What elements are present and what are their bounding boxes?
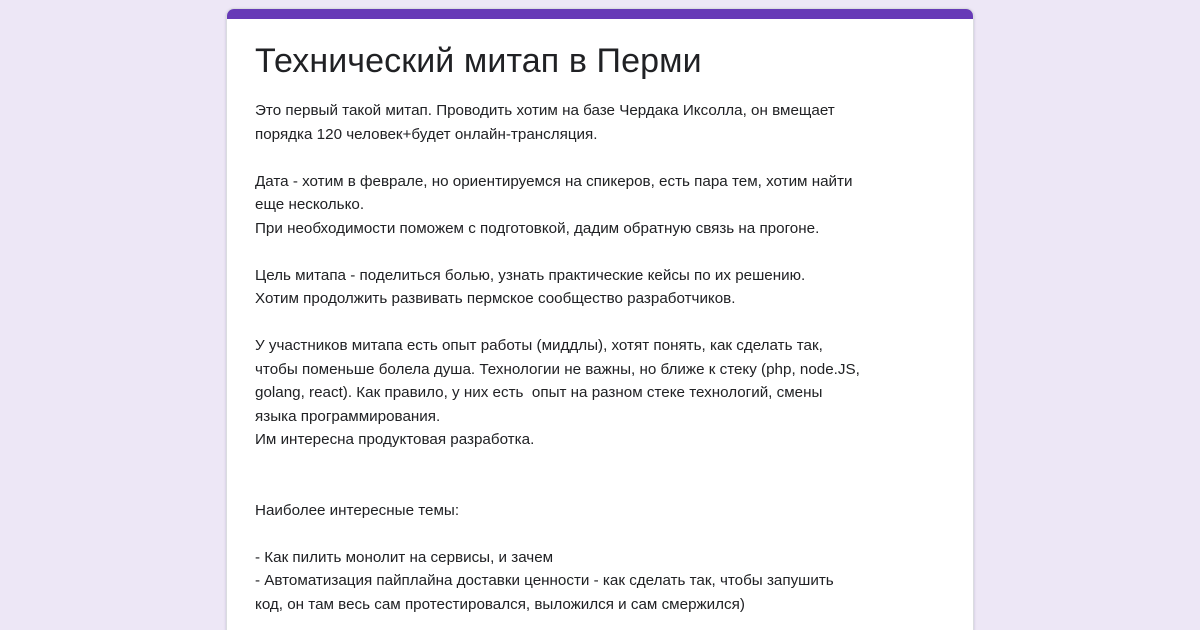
description-blank-line xyxy=(255,522,947,546)
description-line: Наиболее интересные темы: xyxy=(255,501,460,519)
description-line: Хотим продолжить развивать пермское сообщество разработчиков. xyxy=(255,290,736,307)
description-line: Цель митапа - поделиться болью, узнать практические кейсы по их решению. xyxy=(255,266,806,284)
form-description xyxy=(255,99,947,616)
description-line: чтобы поменьше болела душа. Технологии не важны, но ближе к стеку (php, node.JS, xyxy=(255,360,860,378)
description-blank-line xyxy=(255,475,947,499)
description-line: У участников митапа есть опыт работы (миддлы), хотят понять, как сделать так, xyxy=(255,337,823,354)
description-line: код, он там весь сам протестировался, выложился и сам смержился) xyxy=(255,595,745,613)
description-line: Это первый такой митап. Проводить хотим на базе Чердака Иксолла, он вмещает xyxy=(255,102,835,119)
form-accent-bar xyxy=(227,9,973,19)
description-line: Дата - хотим в феврале, но ориентируемся на спикеров, есть пара тем, хотим найти xyxy=(255,172,853,190)
description-line: еще несколько. xyxy=(255,196,365,213)
description-line: Им интересна продуктовая разработка. xyxy=(255,431,535,448)
description-line: При необходимости поможем с подготовкой, дадим обратную связь на прогоне. xyxy=(255,219,820,237)
form-title: Технический митап в Перми xyxy=(255,42,702,80)
description-line: языка программирования. xyxy=(255,407,441,425)
description-blank-line xyxy=(255,311,947,335)
description-blank-line xyxy=(255,452,947,476)
form-header-card xyxy=(226,8,974,630)
form-header-content xyxy=(255,41,947,616)
description-line: - Автоматизация пайплайна доставки ценности - как сделать так, чтобы запушить xyxy=(255,572,834,589)
description-line: - Как пилить монолит на сервисы, и зачем xyxy=(255,548,554,566)
description-line: порядка 120 человек+будет онлайн-трансляция. xyxy=(255,125,598,143)
description-blank-line xyxy=(255,240,947,264)
description-blank-line xyxy=(255,146,947,170)
description-line: golang, react). Как правило, у них есть опыт на разном стеке технологий, смены xyxy=(255,384,823,401)
